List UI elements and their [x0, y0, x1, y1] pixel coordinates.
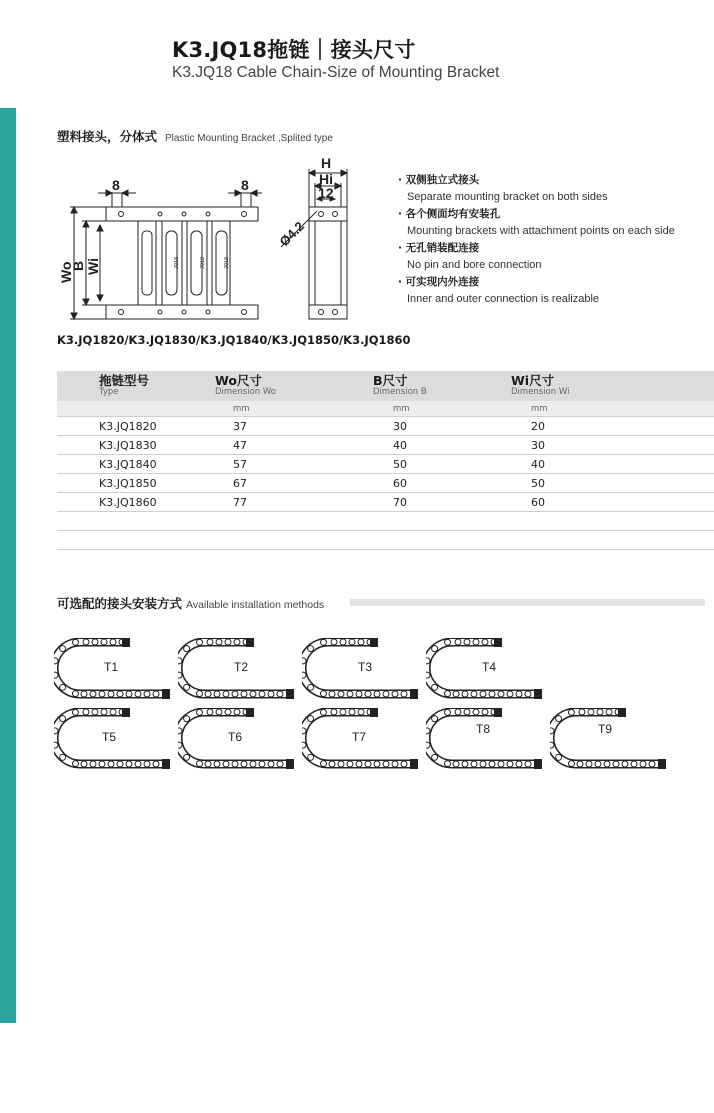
link-logo-text: JQ18 — [224, 256, 230, 269]
table-blank-row — [57, 531, 714, 550]
feature-en: Inner and outer connection is realizable — [407, 293, 600, 305]
dimension-table — [57, 371, 714, 550]
feature-zh: · 无孔销装配连接 — [398, 242, 480, 254]
install-method-label: T6 — [228, 730, 243, 744]
feature-zh: · 可实现内外连接 — [398, 276, 480, 288]
col-wo-header: Wo尺寸 Dimension Wo — [205, 371, 365, 401]
mount-block — [370, 638, 378, 647]
unit-cell: mm — [365, 401, 503, 417]
install-method-t5 — [54, 708, 172, 770]
link-logo-text: JQ18 — [200, 256, 206, 269]
mount-block — [410, 759, 418, 769]
install-method-t2 — [178, 638, 296, 700]
table-row: K3.JQ1830 47 40 30 — [57, 436, 714, 455]
mount-block — [286, 689, 294, 699]
chain-icon — [550, 708, 668, 770]
page-title: K3.JQ18拖链｜接头尺寸 — [172, 38, 416, 62]
col-b-header: B尺寸 Dimension B — [365, 371, 503, 401]
table-header-row — [57, 371, 714, 401]
install-method-label: T2 — [234, 660, 249, 674]
dim-8-right-label: 8 — [241, 177, 249, 193]
install-method-label: T8 — [476, 722, 491, 736]
install-heading-en: Available installation methods — [186, 599, 325, 611]
section-heading-zh: 塑料接头，分体式 — [57, 129, 158, 144]
table-unit-row — [57, 401, 714, 417]
mount-block — [122, 708, 130, 717]
install-method-label: T5 — [102, 730, 117, 744]
install-method-t7 — [302, 708, 420, 770]
unit-cell: mm — [205, 401, 365, 417]
bracket-front-view-drawing — [56, 155, 271, 325]
dim-12-label: 12 — [318, 185, 334, 201]
install-method-t3 — [302, 638, 420, 700]
install-method-t9 — [550, 708, 668, 770]
table-row: K3.JQ1850 67 60 50 — [57, 474, 714, 493]
model-list: K3.JQ1820/K3.JQ1830/K3.JQ1840/K3.JQ1850/K3.JQ1860 — [57, 333, 411, 347]
install-heading — [57, 594, 324, 612]
mount-block — [534, 689, 542, 699]
mount-block — [618, 708, 626, 717]
install-method-label: T4 — [482, 660, 497, 674]
mount-block — [122, 638, 130, 647]
install-method-label: T7 — [352, 730, 367, 744]
mount-block — [162, 689, 170, 699]
feature-en: No pin and bore connection — [407, 259, 542, 271]
install-heading-rule — [350, 599, 705, 606]
install-method-label: T9 — [598, 722, 613, 736]
table-row: K3.JQ1820 37 30 20 — [57, 417, 714, 436]
table-blank-row — [57, 512, 714, 531]
feature-zh: · 各个侧面均有安装孔 — [398, 208, 501, 220]
mount-block — [286, 759, 294, 769]
bracket-side-view-drawing — [275, 155, 385, 330]
dim-8-left-label: 8 — [112, 177, 120, 193]
mount-block — [370, 708, 378, 717]
table-row: K3.JQ1840 57 50 40 — [57, 455, 714, 474]
accent-side-bar — [0, 108, 16, 1023]
col-wi-header: Wi尺寸 Dimension Wi — [503, 371, 714, 401]
mount-block — [410, 689, 418, 699]
mount-block — [246, 638, 254, 647]
feature-list — [398, 172, 675, 308]
mount-block — [246, 708, 254, 717]
install-method-t1 — [54, 638, 172, 700]
install-heading-zh: 可选配的接头安装方式 — [57, 596, 183, 611]
install-method-label: T3 — [358, 660, 373, 674]
chain-icon — [426, 708, 544, 770]
unit-cell: mm — [503, 401, 714, 417]
hole-diameter-label: Ø4.2 — [276, 218, 308, 250]
feature-zh: · 双侧独立式接头 — [398, 174, 480, 186]
dim-wo-label: Wo — [58, 261, 74, 283]
feature-en: Mounting brackets with attachment points on each side — [407, 225, 675, 237]
dim-b-label: B — [70, 260, 86, 271]
dim-h-label: H — [321, 155, 332, 171]
link-logo-text: JQ18 — [174, 256, 180, 269]
install-method-t8 — [426, 708, 544, 770]
dim-wi-label: Wi — [85, 258, 101, 275]
dim-hi-label: Hi — [319, 171, 333, 187]
table-row: K3.JQ1860 77 70 60 — [57, 493, 714, 512]
install-method-t6 — [178, 708, 296, 770]
install-method-label: T1 — [104, 660, 119, 674]
mount-block — [534, 759, 542, 769]
install-method-t4 — [426, 638, 544, 700]
mount-block — [494, 638, 502, 647]
section-heading-en: Plastic Mounting Bracket ,Splited type — [165, 133, 333, 144]
mount-block — [494, 708, 502, 717]
section-heading — [57, 127, 333, 145]
col-type-header: 拖链型号 Type — [57, 371, 205, 401]
page-subtitle: K3.JQ18 Cable Chain-Size of Mounting Bracket — [172, 64, 500, 81]
feature-en: Separate mounting bracket on both sides — [407, 191, 608, 203]
mount-block — [658, 759, 666, 769]
mount-block — [162, 759, 170, 769]
